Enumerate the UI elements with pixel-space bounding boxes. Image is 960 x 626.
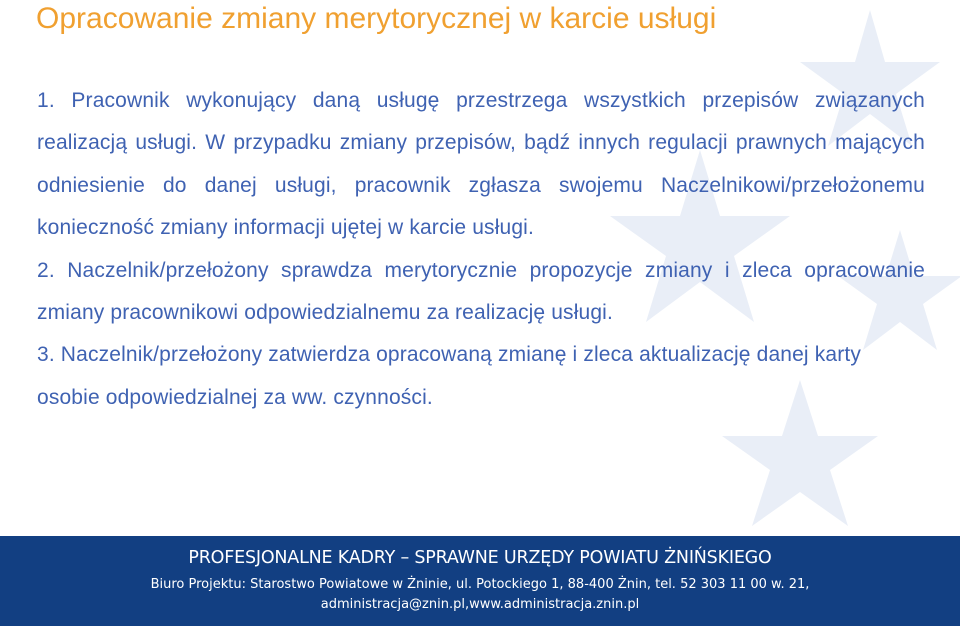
paragraph-step-1: 1. Pracownik wykonujący daną usługę przestrzega wszystkich przepisów związanych realizacją usługi. W przypadku zmiany przepisów, bądź innych regulacji prawnych mających odniesienie do danej usługi, pracownik zgłasza swojemu Naczelnikowi/przełożonemu konieczność zmiany informacji ujętej w karcie usługi. — [37, 89, 925, 240]
footer-title: PROFESJONALNE KADRY – SPRAWNE URZĘDY POWIATU ŻNIŃSKIEGO — [188, 548, 772, 568]
slide-content — [37, 80, 925, 419]
slide-title: Opracowanie zmiany merytorycznej w karcie usługi — [36, 2, 717, 35]
footer-banner — [0, 536, 960, 626]
footer-contact: administracja@znin.pl,www.administracja.znin.pl — [320, 597, 640, 612]
paragraph-step-2: 2. Naczelnik/przełożony sprawdza merytorycznie propozycje zmiany i zleca opracowanie zmiany pracownikowi odpowiedzialnemu za realizację usługi. — [37, 258, 925, 325]
paragraph-step-3: 3. Naczelnik/przełożony zatwierdza opracowaną zmianę i zleca aktualizację danej karty osobie odpowiedzialnej za ww. czynności. — [37, 343, 861, 409]
footer-address: Biuro Projektu: Starostwo Powiatowe w Żninie, ul. Potockiego 1, 88-400 Żnin, tel. 52 303 11 00 w. 21, — [150, 577, 810, 592]
